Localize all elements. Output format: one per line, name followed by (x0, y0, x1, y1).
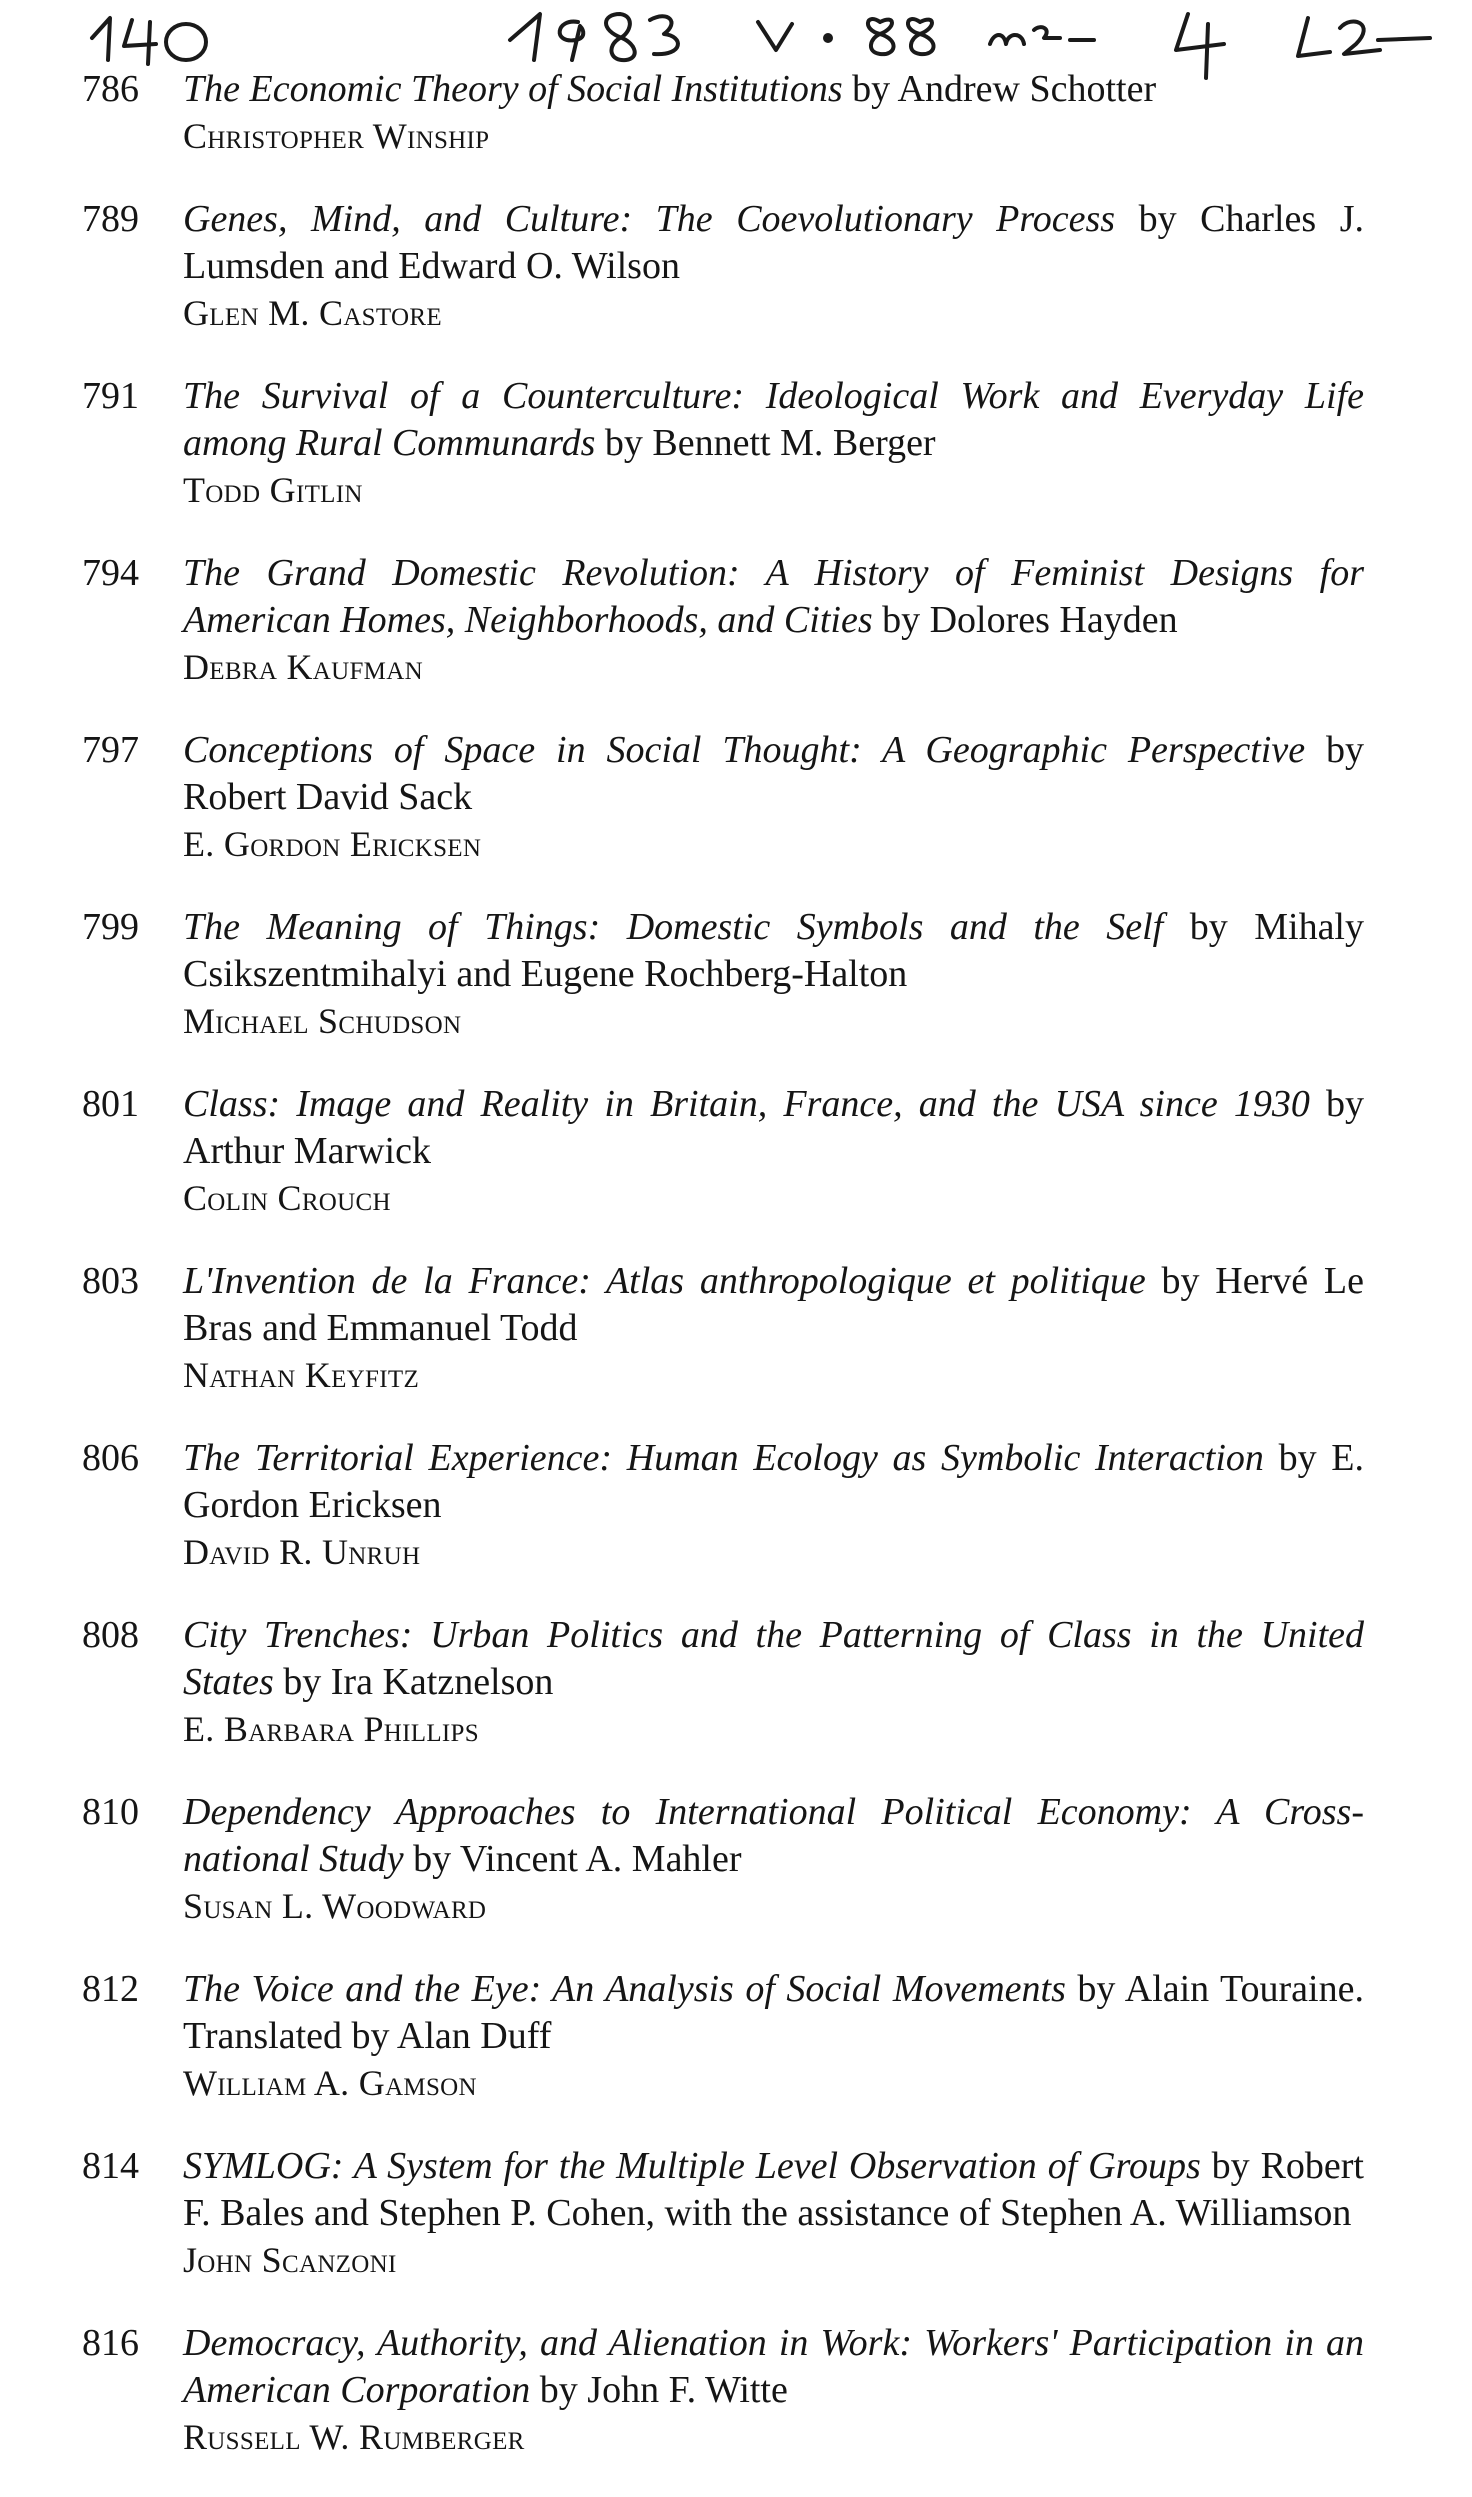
book-title: Democracy, Authority, and Alienation in Work: Workers' Participation in an American Corporation (183, 2322, 1364, 2411)
book-citation (183, 2320, 1364, 2414)
reviewer-name: William A. Gamson (183, 2063, 477, 2103)
book-citation (183, 1258, 1364, 1352)
book-title: Class: Image and Reality in Britain, France, and the USA since 1930 (183, 1083, 1310, 1125)
book-title: Conceptions of Space in Social Thought: A Geographic Perspective (183, 729, 1306, 771)
book-authors: by Ira Katznelson (273, 1661, 554, 1703)
book-authors: by Hervé Le Bras and Emmanuel Todd (183, 1260, 1364, 1349)
page-number: 806 (82, 1437, 139, 1479)
book-citation (183, 1789, 1364, 1883)
book-authors: by Dolores Hayden (872, 599, 1178, 641)
list-item (0, 727, 1472, 867)
book-authors: by Andrew Schotter (842, 68, 1157, 110)
reviewer-name: John Scanzoni (183, 2240, 397, 2280)
page-number: 789 (82, 198, 139, 240)
page-number: 816 (82, 2322, 139, 2364)
book-citation (183, 2143, 1364, 2237)
reviewer-name: David R. Unruh (183, 1532, 421, 1572)
book-authors: by Robert F. Bales and Stephen P. Cohen, with the assistance of Stephen A. Williamson (183, 2145, 1364, 2234)
book-authors: by John F. Witte (530, 2369, 788, 2411)
book-citation (183, 196, 1364, 290)
page-number: 814 (82, 2145, 139, 2187)
page-number: 794 (82, 552, 139, 594)
page-number: 786 (82, 68, 139, 110)
list-item (0, 196, 1472, 336)
page-number: 803 (82, 1260, 139, 1302)
book-title: Genes, Mind, and Culture: The Coevolutionary Process (183, 198, 1116, 240)
book-title: The Voice and the Eye: An Analysis of Social Movements (183, 1968, 1066, 2010)
book-authors: by Charles J. Lumsden and Edward O. Wilson (183, 198, 1364, 287)
book-title: City Trenches: Urban Politics and the Patterning of Class in the United States (183, 1614, 1364, 1703)
book-citation (183, 1081, 1364, 1175)
page-number: 791 (82, 375, 139, 417)
book-citation (183, 1966, 1364, 2060)
page-number: 810 (82, 1791, 139, 1833)
reviewer-name: Todd Gitlin (183, 470, 363, 510)
list-item (0, 1258, 1472, 1398)
page-number: 799 (82, 906, 139, 948)
list-item (0, 373, 1472, 513)
book-citation (183, 550, 1364, 644)
book-title: The Survival of a Counterculture: Ideological Work and Everyday Life among Rural Communards (183, 375, 1364, 464)
reviewer-name: Russell W. Rumberger (183, 2417, 525, 2457)
page-number: 808 (82, 1614, 139, 1656)
page-number: 801 (82, 1083, 139, 1125)
review-listing (0, 66, 1472, 2497)
page-number: 812 (82, 1968, 139, 2010)
book-citation (183, 1435, 1364, 1529)
book-title: The Territorial Experience: Human Ecology as Symbolic Interaction (183, 1437, 1264, 1479)
book-citation (183, 904, 1364, 998)
book-title: The Meaning of Things: Domestic Symbols and the Self (183, 906, 1164, 948)
book-citation (183, 1612, 1364, 1706)
list-item (0, 550, 1472, 690)
book-citation (183, 727, 1364, 821)
page-number: 797 (82, 729, 139, 771)
list-item (0, 66, 1472, 159)
list-item (0, 1612, 1472, 1752)
reviewer-name: Christopher Winship (183, 116, 490, 156)
book-authors: by Vincent A. Mahler (403, 1838, 742, 1880)
book-citation (183, 66, 1364, 113)
list-item (0, 904, 1472, 1044)
reviewer-name: E. Barbara Phillips (183, 1709, 479, 1749)
reviewer-name: Colin Crouch (183, 1178, 391, 1218)
book-authors: by Mihaly Csikszentmihalyi and Eugene Rochberg-Halton (183, 906, 1364, 995)
book-authors: by Bennett M. Berger (595, 422, 936, 464)
reviewer-name: Glen M. Castore (183, 293, 442, 333)
book-authors: by Robert David Sack (183, 729, 1365, 818)
list-item (0, 2320, 1472, 2460)
book-title: The Economic Theory of Social Institutions (183, 68, 843, 110)
book-title: The Grand Domestic Revolution: A History of Feminist Designs for American Homes, Neighborhoods, and Cities (183, 552, 1364, 641)
book-authors: by Alain Touraine. Translated by Alan Duff (183, 1968, 1364, 2057)
book-title: Dependency Approaches to International Political Economy: A Cross-national Study (183, 1791, 1364, 1880)
list-item (0, 1081, 1472, 1221)
book-title: L'Invention de la France: Atlas anthropologique et politique (183, 1260, 1146, 1302)
list-item (0, 1435, 1472, 1575)
reviewer-name: Susan L. Woodward (183, 1886, 487, 1926)
reviewer-name: Debra Kaufman (183, 647, 423, 687)
book-authors: by E. Gordon Ericksen (183, 1437, 1364, 1526)
list-item (0, 1966, 1472, 2106)
list-item (0, 2143, 1472, 2283)
book-citation (183, 373, 1364, 467)
book-authors: by Arthur Marwick (183, 1083, 1364, 1172)
list-item (0, 1789, 1472, 1929)
reviewer-name: Nathan Keyfitz (183, 1355, 420, 1395)
reviewer-name: E. Gordon Ericksen (183, 824, 482, 864)
book-title: SYMLOG: A System for the Multiple Level Observation of Groups (183, 2145, 1201, 2187)
reviewer-name: Michael Schudson (183, 1001, 462, 1041)
